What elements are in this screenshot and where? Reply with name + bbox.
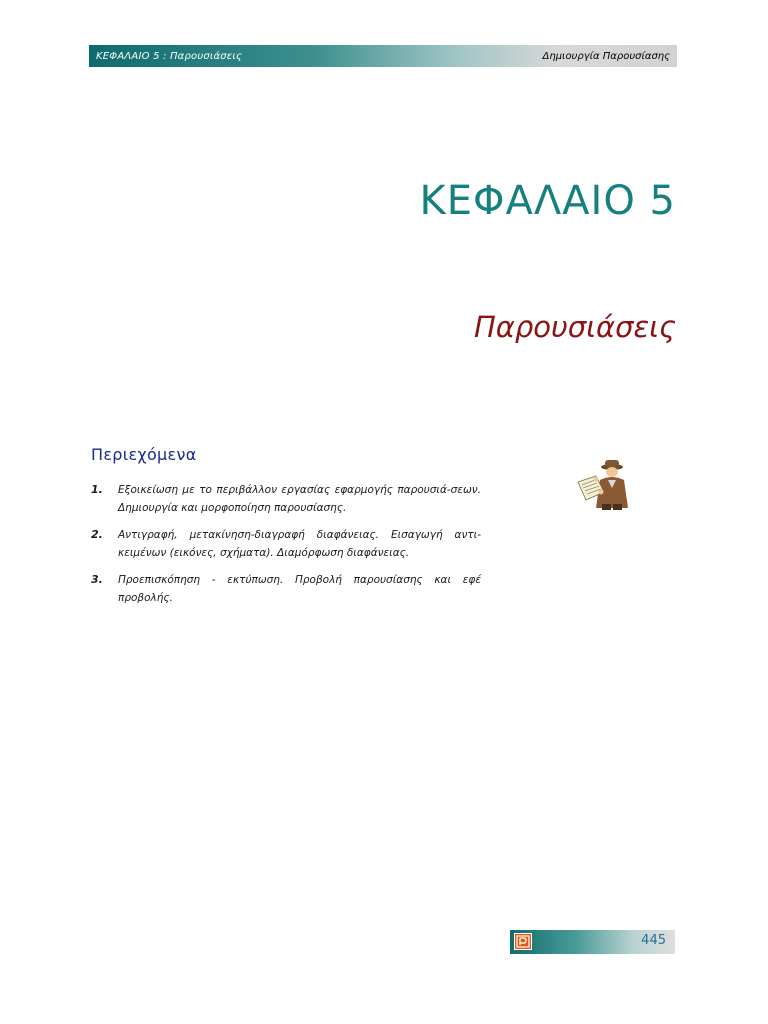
page-footer <box>510 930 675 954</box>
presentation-app-icon <box>514 933 532 950</box>
list-item <box>91 526 481 562</box>
chapter-subtitle: Παρουσιάσεις <box>473 310 676 344</box>
running-header <box>89 45 677 67</box>
header-chapter-label: ΚΕΦΑΛΑΙΟ 5 : Παρουσιάσεις <box>96 50 243 62</box>
list-item-text: Προεπισκόπηση - εκτύπωση. Προβολή παρουσίασης και εφέ προβολής. <box>118 574 481 604</box>
list-item-text: Εξοικείωση με το περιβάλλον εργασίας εφαρμογής παρουσιά-σεων. Δημιουργία και μορφοποίηση παρουσίασης. <box>118 484 481 514</box>
contents-list <box>91 481 481 616</box>
list-item-number: 2. <box>91 528 103 541</box>
chapter-title: ΚΕΦΑΛΑΙΟ 5 <box>419 178 676 224</box>
list-item-text: Αντιγραφή, μετακίνηση-διαγραφή διαφάνειας. Εισαγωγή αντι-κειμένων (εικόνες, σχήματα). Διαμόρφωση διαφάνειας. <box>118 529 481 559</box>
list-item-number: 1. <box>91 483 103 496</box>
contents-heading: Περιεχόμενα <box>91 445 197 464</box>
newspaper-reader-icon <box>574 458 634 510</box>
page-number: 445 <box>641 933 666 948</box>
list-item <box>91 481 481 517</box>
list-item <box>91 571 481 607</box>
header-section-label: Δημιουργία Παρουσίασης <box>542 50 670 62</box>
list-item-number: 3. <box>91 573 103 586</box>
